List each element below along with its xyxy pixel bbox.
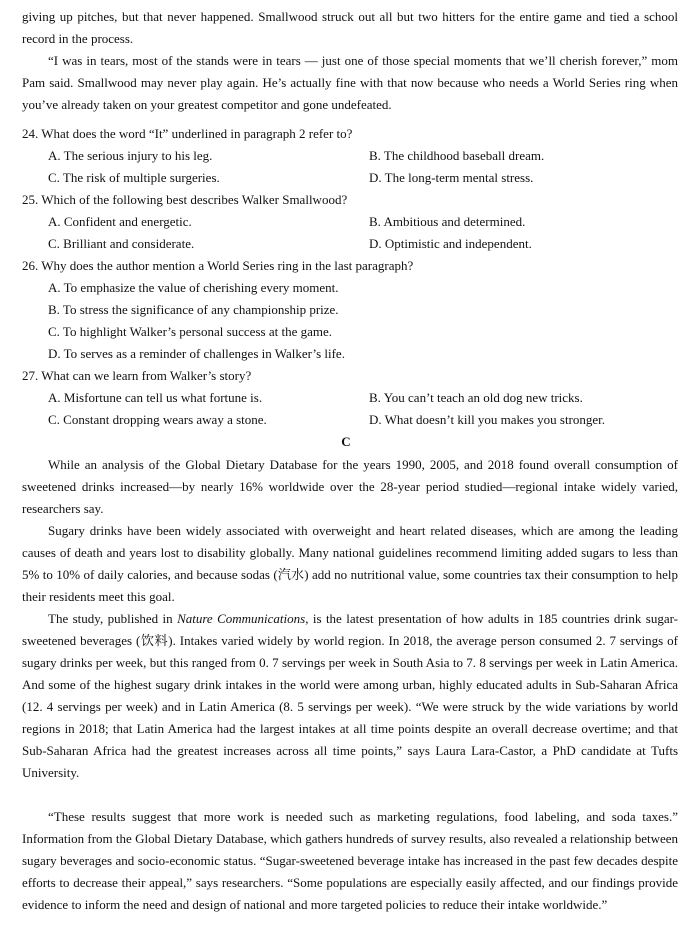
question-24-option-c: C. The risk of multiple surgeries. [48,170,220,185]
question-24-option-b: B. The childhood baseball dream. [369,148,545,163]
question-26-option-d: D. To serves as a reminder of challenges in Walker’s life. [48,346,345,361]
question-26-option-b: B. To stress the significance of any championship prize. [48,302,339,317]
question-27-option-b: B. You can’t teach an old dog new tricks. [369,390,583,405]
question-27-option-a: A. Misfortune can tell us what fortune is. [48,390,263,405]
section-c-paragraph-4: “These results suggest that more work is needed such as marketing regulations, food labeling, and soda taxes.” Information from the Global Dietary Database, which gathers hundreds of survey results, also revealed a relationship between sugary beverages and socio-economic status. “Sugar-sweetened beverage intake has increased in the past few decades despite efforts to decrease their appeal,” says researchers. “Some populations are especially easily affected, and our findings provide evidence to inform the need and design of national and more targeted policies to reduce their intake worldwide.” [22,809,678,912]
question-27-stem: 27. What can we learn from Walker’s story? [22,368,252,383]
question-25-option-a: A. Confident and energetic. [48,214,192,229]
question-26-option-c: C. To highlight Walker’s personal success at the game. [48,324,332,339]
question-25-option-b: B. Ambitious and determined. [369,214,526,229]
question-24-option-a: A. The serious injury to his leg. [48,148,213,163]
question-25-option-c: C. Brilliant and considerate. [48,236,195,251]
paragraph-b-quote: “I was in tears, most of the stands were in tears — just one of those special moments that we’ll cherish forever,” mom Pam said. Smallwood may never play again. He’s actually fine with that now because who needs a World Series ring when you’ve already taken on your greatest competitor and gone undefeated. [22,53,678,112]
paragraph-b-end: giving up pitches, but that never happened. Smallwood struck out all but two hitters for the entire game and tied a school record in the process. [22,9,678,46]
question-25-stem: 25. Which of the following best describes Walker Smallwood? [22,192,348,207]
journal-comma: , [305,611,313,626]
study-lead-text: The study, published in [48,611,178,626]
question-24-stem: 24. What does the word “It” underlined in paragraph 2 refer to? [22,126,353,141]
question-25-option-d: D. Optimistic and independent. [369,236,532,251]
section-c-paragraph-3 [22,608,678,784]
question-27-option-d: D. What doesn’t kill you makes you stronger. [369,412,606,427]
question-27-option-c: C. Constant dropping wears away a stone. [48,412,267,427]
section-c-paragraph-1: While an analysis of the Global Dietary Database for the years 1990, 2005, and 2018 found overall consumption of sweetened drinks increased—by nearly 16% worldwide over the 28-year period studied—regional intake widely varied, researchers say. [22,457,678,516]
journal-name: Nature Communications [177,611,306,626]
question-26-stem: 26. Why does the author mention a World Series ring in the last paragraph? [22,258,414,273]
question-24-option-d: D. The long-term mental stress. [369,170,534,185]
study-body-text: is the latest presentation of how adults in 185 countries drink sugar-sweetened beverages (饮料). Intakes varied widely by world region. In 2018, the average person consumed 2. 7 servings of sugary drinks per week, but this ranged from 0. 7 servings per week in South Asia to 7. 8 servings per week in Latin America. And some of the highest sugary drink intakes in the world were among urban, highly educated adults in Sub-Saharan Africa (12. 4 servings per week) and in Latin America (8. 5 servings per week). “We were struck by the wide variations by world regions in 2018; that Latin America had the largest intakes at all time points despite an overall decrease overtime; and that Sub-Saharan Africa had the greatest increases across all time points,” says Laura Lara-Castor, a PhD candidate at Tufts University. [22,611,679,780]
section-c-heading: C [341,434,351,449]
section-c-paragraph-2: Sugary drinks have been widely associated with overweight and heart related diseases, which are among the leading causes of death and years lost to disability globally. Many national guidelines recommend limiting added sugars to less than 5% to 10% of daily calories, and because sodas (汽水) add no nutritional value, some countries tax their consumption to help their residents meet this goal. [22,523,678,604]
question-26-option-a: A. To emphasize the value of cherishing every moment. [48,280,339,295]
